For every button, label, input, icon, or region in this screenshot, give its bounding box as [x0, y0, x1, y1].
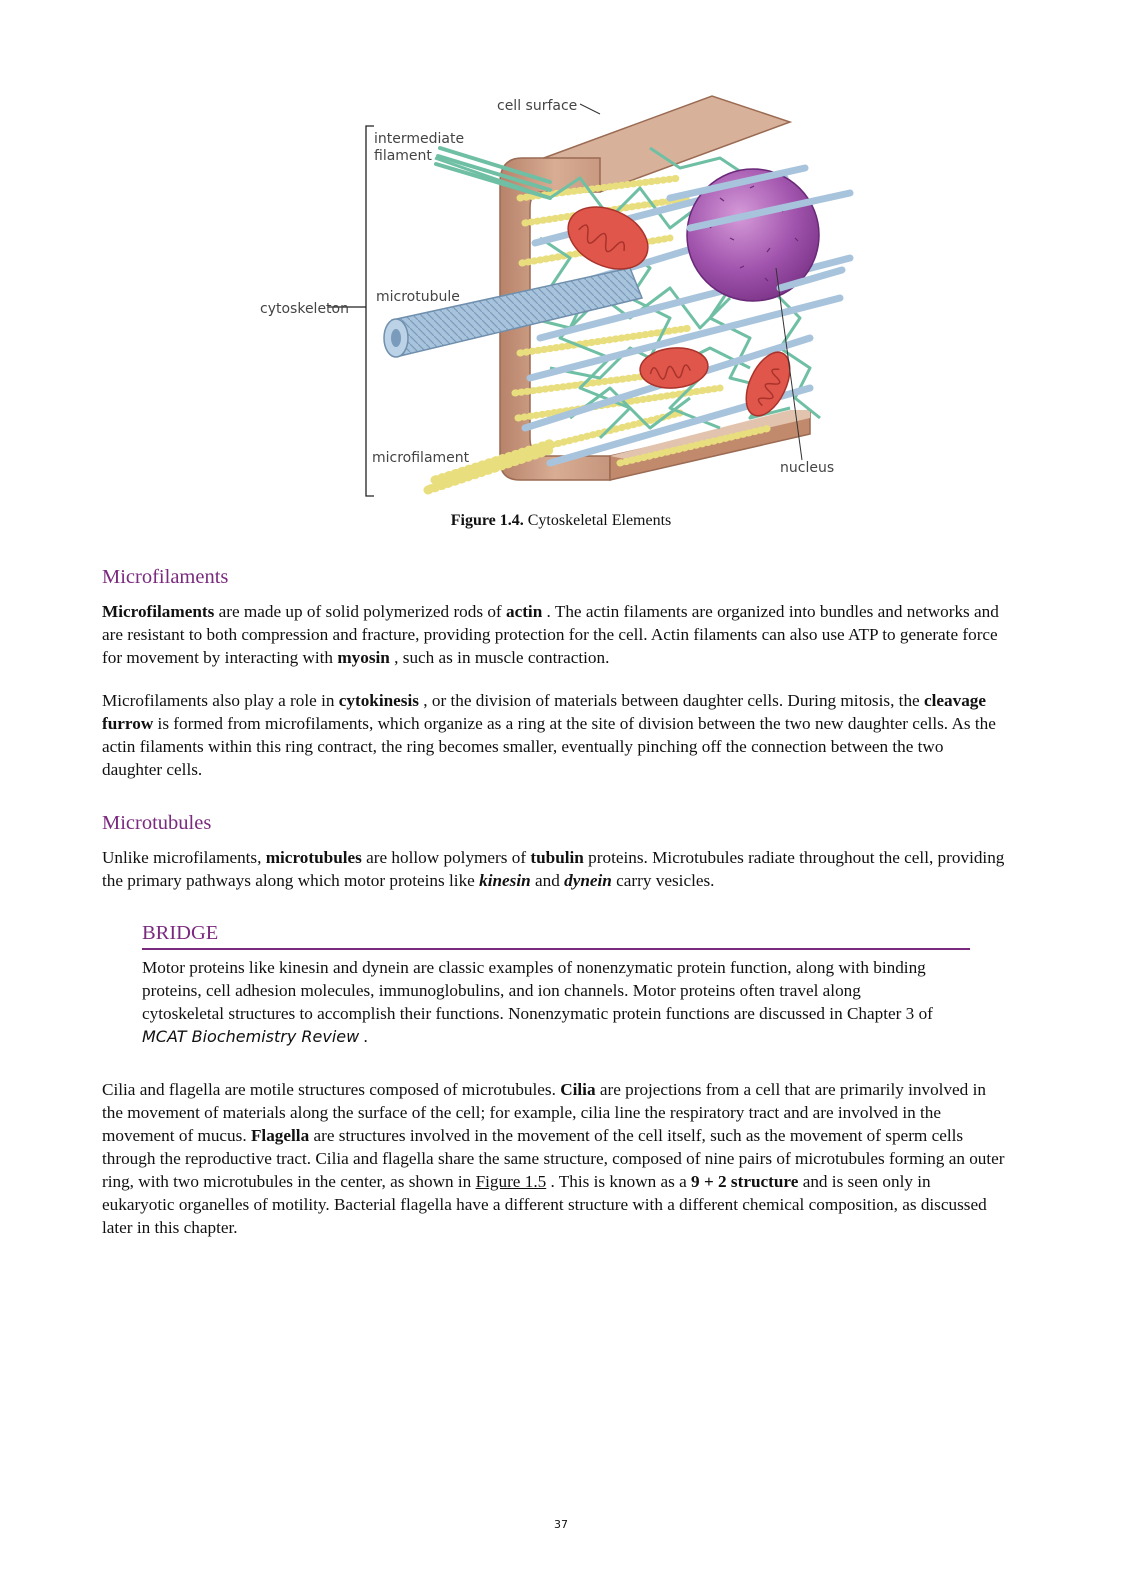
text-span: Motor proteins like kinesin and dynein are classic examples of nonenzymatic protein function, along with binding proteins, cell adhesion molecules, immunoglobulins, and ion channels. Motor proteins often travel along cytoskeletal structures to accomplish their functions. Nonenzymatic protein functions are discussed in Chapter 3 of [142, 958, 933, 1023]
bridge-sidebar [142, 922, 970, 1048]
text-span: are hollow polymers of [361, 848, 531, 867]
term-flagella: Flagella [250, 1126, 310, 1145]
text-span: Cilia and flagella are motile structures composed of microtubules. [102, 1080, 561, 1099]
caption-number: Figure 1.4. [450, 512, 524, 529]
label-intermediate-line1: intermediate [374, 131, 465, 147]
paragraph-microtubules [102, 846, 1007, 892]
figure-1-5-link[interactable]: Figure 1.5 [475, 1172, 547, 1191]
heading-microtubules: Microtubules [102, 812, 212, 834]
text-span: . This is known as a [546, 1172, 692, 1191]
bridge-text [142, 956, 942, 1048]
cell-surface-leader [580, 104, 600, 114]
term-dynein: dynein [564, 871, 612, 890]
term-myosin: myosin [337, 648, 390, 667]
text-span: Microfilaments also play a role in [102, 691, 339, 710]
text-span: carry vesicles. [611, 871, 715, 890]
text-span: are projections from a cell that are primarily involved in the movement of materials along the surface of the cell; for example, cilia line the respiratory tract and are involved in the movement of mucus. [102, 1080, 986, 1145]
figure-caption [0, 512, 1122, 530]
text-span: , or the division of materials between daughter cells. During mitosis, the [418, 691, 924, 710]
label-microtubule: microtubule [376, 289, 460, 305]
term-tubulin: tubulin [530, 848, 584, 867]
term-cleavage-furrow: cleavage furrow [102, 691, 987, 733]
term-microtubules: microtubules [265, 848, 362, 867]
paragraph-cilia-flagella [102, 1078, 1007, 1239]
label-nucleus: nucleus [780, 460, 835, 476]
label-microfilament: microfilament [372, 450, 470, 466]
bridge-title: BRIDGE [142, 922, 970, 950]
term-actin: actin [505, 602, 543, 621]
term-microfilaments: Microfilaments [102, 602, 215, 621]
label-intermediate-line2: filament [374, 148, 432, 164]
text-span: Unlike microfilaments, [102, 848, 266, 867]
cytoskeleton-figure [250, 88, 870, 508]
text-span: is formed from microfilaments, which organize as a ring at the site of division between the two new daughter cells. As the actin filaments within this ring contract, the ring becomes smaller, eventually pinching off the connection between the two daughter cells. [102, 714, 996, 779]
text-span: are made up of solid polymerized rods of [214, 602, 506, 621]
book-title: MCAT Biochemistry Review [142, 1027, 360, 1046]
caption-text: Cytoskeletal Elements [523, 512, 672, 529]
text-span: and [530, 871, 565, 890]
page-number: 37 [554, 1518, 568, 1531]
label-cytoskeleton: cytoskeleton [260, 301, 349, 317]
term-kinesin: kinesin [479, 871, 531, 890]
term-cytokinesis: cytokinesis [338, 691, 419, 710]
label-cell-surface: cell surface [497, 98, 578, 114]
text-span: , such as in muscle contraction. [389, 648, 610, 667]
text-span: are structures involved in the movement of the cell itself, such as the movement of sperm cells through the reproductive tract. Cilia and flagella share the same structure, composed of nine pairs of microtubules forming an outer ring, with two microtubules in the center, as shown in [102, 1126, 1005, 1191]
text-span: . [359, 1027, 368, 1046]
term-cilia: Cilia [560, 1080, 596, 1099]
heading-microfilaments: Microfilaments [102, 566, 229, 588]
paragraph-microfilaments-2 [102, 689, 1007, 781]
term-9-plus-2: 9 + 2 structure [691, 1172, 799, 1191]
paragraph-microfilaments-1 [102, 600, 1007, 669]
text-span: . The actin filaments are organized into bundles and networks and are resistant to both compression and fracture, providing protection for the cell. Actin filaments can also use ATP to generate force for movement by interacting with [102, 602, 999, 667]
text-span: proteins. Microtubules radiate throughout the cell, providing the primary pathways along which motor proteins like [102, 848, 1005, 890]
text-span: and is seen only in eukaryotic organelles of motility. Bacterial flagella have a different structure with a different chemical composition, as discussed later in this chapter. [102, 1172, 987, 1237]
